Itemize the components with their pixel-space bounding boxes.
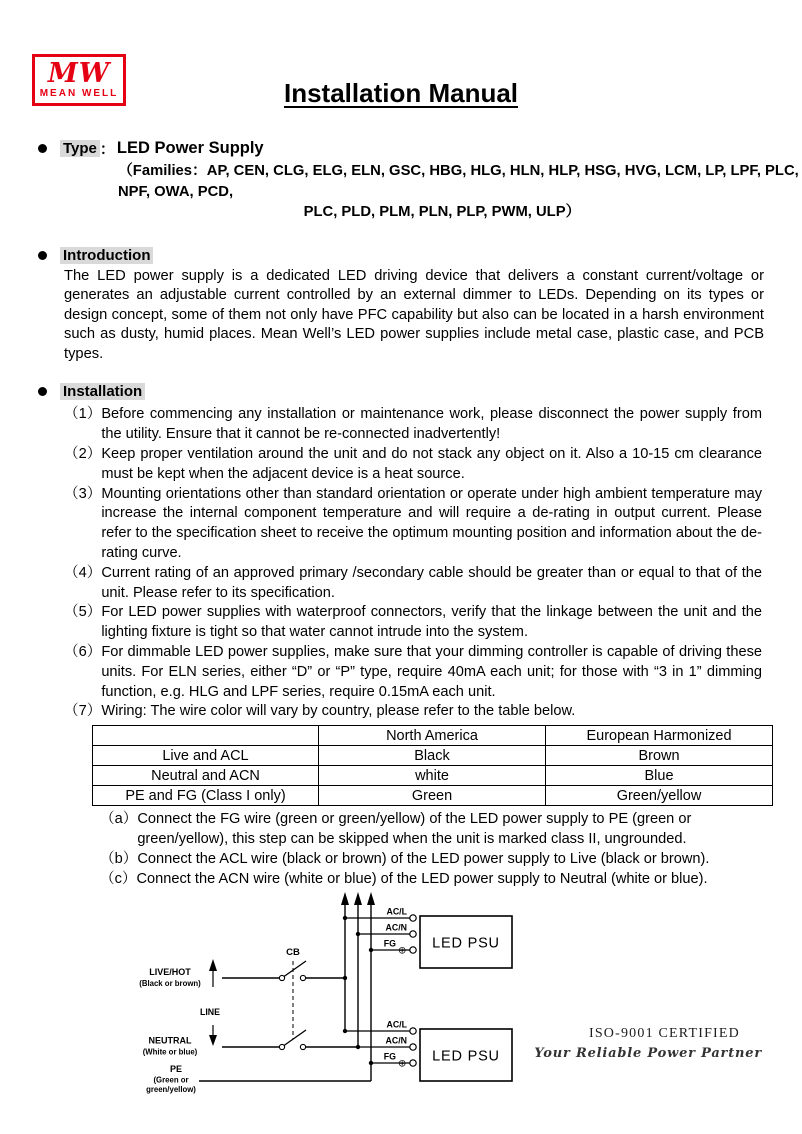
item-text: Current rating of an approved primary /secondary cable should be greater than or equal to that of the unit. Please refer to its specification.	[101, 564, 762, 601]
ground-icon: ⊕	[398, 1058, 407, 1070]
terminal-fg-label: FG	[383, 1051, 396, 1062]
installation-heading: Installation	[60, 383, 145, 400]
logo-mw-text: MW	[47, 58, 111, 89]
item-number: （4）	[64, 564, 102, 581]
table-cell: Brown	[546, 746, 773, 766]
live-hot-label: LIVE/HOT	[149, 967, 191, 978]
installation-item-6	[64, 643, 762, 702]
table-row-neutral	[93, 766, 773, 786]
table-cell: Blue	[546, 766, 773, 786]
brand-slogan: Your Reliable Power Partner	[534, 1046, 762, 1061]
page-content	[0, 138, 802, 1107]
terminal-acn-label: AC/N	[385, 922, 407, 933]
table-cell: Green	[319, 786, 546, 806]
terminal-circle	[410, 931, 416, 937]
step-number: （b）	[100, 850, 138, 867]
terminal-acn-label: AC/N	[385, 1035, 407, 1046]
bus-lines	[345, 901, 371, 1081]
wiring-diagram	[0, 891, 802, 1107]
type-section-heading	[38, 138, 802, 159]
psu-top-label: LED PSU	[432, 935, 500, 952]
breaker-blade	[284, 961, 306, 977]
col-header-european-harmonized: European Harmonized	[546, 726, 773, 746]
wiring-step-b	[100, 850, 762, 870]
terminal-acl-label: AC/L	[386, 1019, 407, 1030]
wiring-step-c	[100, 870, 762, 890]
wiring-diagram-svg	[0, 891, 802, 1107]
step-text: Connect the ACL wire (black or brown) of the LED power supply to Live (black or brown).	[137, 850, 710, 867]
row-label: Neutral and ACN	[93, 766, 319, 786]
psu-top	[343, 907, 512, 969]
col-header-north-america: North America	[319, 726, 546, 746]
neutral-feed	[209, 1025, 358, 1050]
item-text: Before commencing any installation or maintenance work, please disconnect the power supply from the utility. Ensure that it cannot be re-connected inadvertently!	[101, 406, 762, 443]
wiring-steps	[100, 810, 762, 889]
table-row-pe	[93, 786, 773, 806]
terminal-circle	[410, 1028, 416, 1034]
row-label: Live and ACL	[93, 746, 319, 766]
table-cell: Black	[319, 746, 546, 766]
breaker-blade	[284, 1030, 306, 1046]
corner-cell	[93, 726, 319, 746]
item-text: Keep proper ventilation around the unit and do not stack any object on it. Also a 10-15 cm clearance must be kept when the adjacent device is a heat source.	[101, 446, 762, 482]
pe-label: PE	[169, 1064, 183, 1075]
step-text: Connect the ACN wire (white or blue) of the LED power supply to Neutral (white or blue).	[136, 870, 708, 887]
down-arrow-icon	[209, 1035, 217, 1046]
up-arrow-icon	[209, 959, 217, 971]
wire-color-table	[92, 725, 773, 806]
item-number: （3）	[64, 485, 102, 502]
wiring-step-a	[100, 810, 762, 850]
neutral-sublabel: (White or blue)	[142, 1047, 198, 1057]
installation-item-2	[64, 445, 762, 485]
bus-arrow-icons	[341, 892, 375, 905]
terminal-circle	[410, 947, 416, 953]
neutral-label: NEUTRAL	[148, 1035, 192, 1046]
table-cell: white	[319, 766, 546, 786]
installation-item-5	[64, 603, 762, 643]
item-text: Mounting orientations other than standard orientation or operate under high ambient temperature may increase the internal component temperature and will require a de-rating in output current. Please refer to the specification sheet to receive the optimum mounting position and information about the de-rating curve.	[101, 485, 762, 562]
bullet-icon	[38, 144, 47, 153]
pe-sublabel-2: green/yellow)	[146, 1085, 196, 1095]
item-number: （7）	[64, 703, 102, 720]
families-line-2: PLC, PLD, PLM, PLN, PLP, PWM, ULP）	[303, 204, 581, 220]
item-text: Wiring: The wire color will vary by country, please refer to the table below.	[101, 703, 576, 720]
table-header-row	[93, 726, 773, 746]
item-number: （2）	[64, 446, 102, 463]
installation-item-3	[64, 485, 762, 564]
pe-sublabel-1: (Green or	[153, 1075, 189, 1085]
psu-bottom-label: LED PSU	[432, 1048, 500, 1065]
table-cell: Green/yellow	[546, 786, 773, 806]
type-separator: ：	[99, 141, 115, 158]
installation-item-7	[64, 702, 762, 722]
step-text: Connect the FG wire (green or green/yellow) of the LED power supply to PE (green or green/yellow), this step can be skipped when the unit is marked class II, ungrounded.	[137, 811, 692, 848]
installation-item-4	[64, 564, 762, 604]
bullet-icon	[38, 387, 47, 396]
table-row-live	[93, 746, 773, 766]
terminal-acl-label: AC/L	[386, 906, 407, 917]
introduction-body: The LED power supply is a dedicated LED driving device that delivers a constant current/voltage or generates an adjustable current controlled by an external dimmer to LEDs. Depending on its types or design concept, some of them not only have PFC capability but also can be located in a harsh environment such as dusty, humid places. Mean Well’s LED power supplies include metal case, plastic case, and PCB types.	[64, 267, 764, 362]
introduction-heading-row	[38, 247, 802, 264]
terminal-fg-label: FG	[383, 938, 396, 949]
item-number: （5）	[64, 604, 102, 621]
introduction-heading: Introduction	[60, 247, 153, 264]
step-number: （a）	[100, 811, 138, 828]
families-list	[0, 161, 802, 223]
item-text: For LED power supplies with waterproof connectors, verify that the linkage between the unit and the lighting fixture is tight so that water cannot intrude into the system.	[101, 604, 762, 641]
bullet-icon	[38, 251, 47, 260]
terminal-circle	[410, 1044, 416, 1050]
type-value: LED Power Supply	[116, 139, 264, 157]
page-footer	[534, 1026, 762, 1061]
live-feed	[209, 959, 347, 987]
live-hot-sublabel: (Black or brown)	[139, 979, 201, 989]
line-label: LINE	[199, 1007, 221, 1018]
cb-label: CB	[286, 947, 300, 959]
installation-heading-row	[38, 383, 802, 400]
step-number: （c）	[100, 870, 137, 887]
iso-certification: ISO-9001 CERTIFIED	[588, 1026, 740, 1041]
item-text: For dimmable LED power supplies, make sure that your dimming controller is capable of driving these units. For ELN series, either “D” or “P” type, require 40mA each unit; for those with “3 in 1” dimming function, e.g. HLG and LPF series, require 0.15mA each unit.	[101, 644, 762, 700]
terminal-circle	[410, 915, 416, 921]
row-label: PE and FG (Class I only)	[93, 786, 319, 806]
item-number: （1）	[64, 406, 102, 423]
terminal-circle	[410, 1060, 416, 1066]
families-line-1: （Families：AP, CEN, CLG, ELG, ELN, GSC, HBG, HLG, HLN, HLP, HSG, HVG, LCM, LP, LPF, PLC, NPF, OWA, PCD,	[118, 163, 799, 200]
item-number: （6）	[64, 644, 102, 661]
page-title: Installation Manual	[283, 78, 519, 108]
installation-item-1	[64, 405, 762, 445]
logo-brand-text: MEAN WELL	[39, 88, 119, 99]
installation-items	[0, 405, 802, 722]
type-label: Type	[60, 140, 100, 157]
ground-icon: ⊕	[398, 945, 407, 957]
psu-bottom	[343, 1020, 512, 1082]
